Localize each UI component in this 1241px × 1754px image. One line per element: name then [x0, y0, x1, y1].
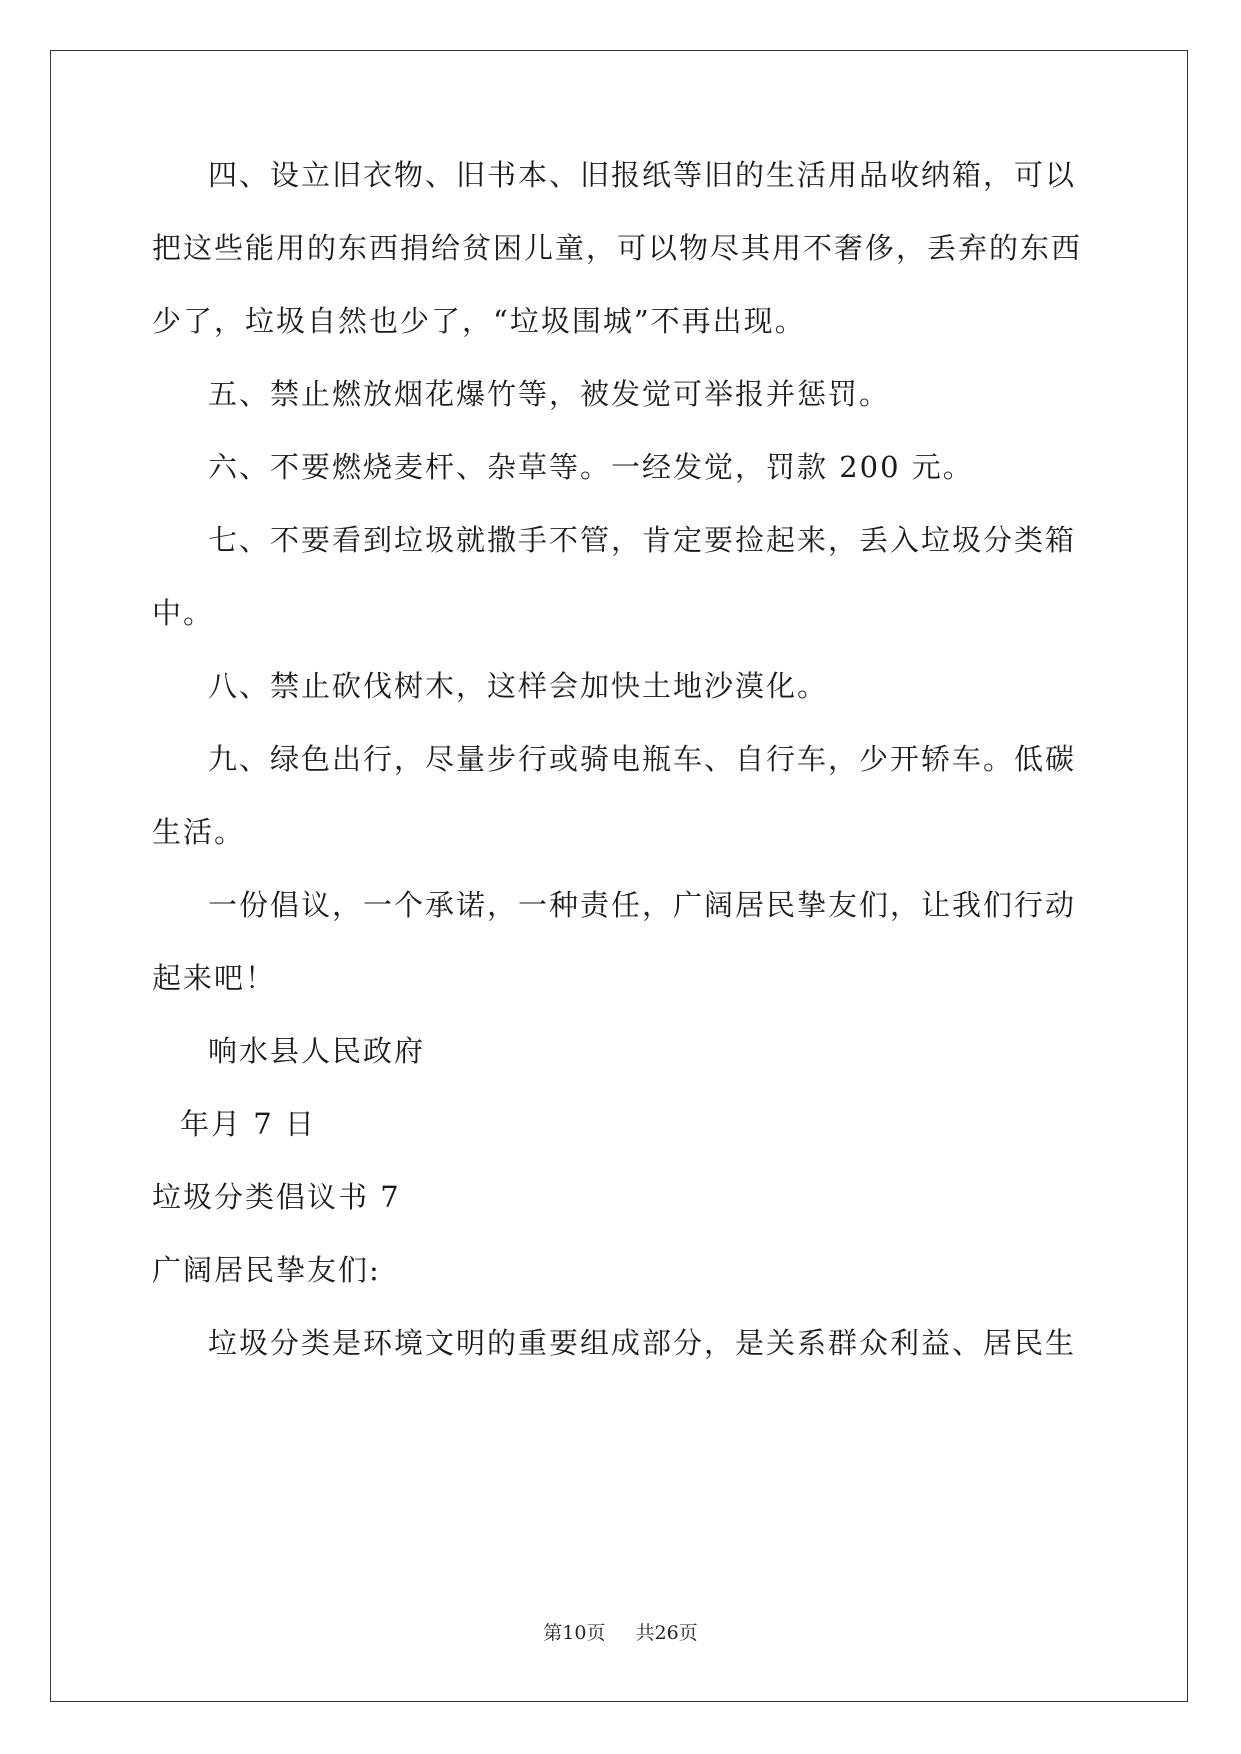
paragraph-line: 生活。: [152, 815, 246, 849]
page-border: [50, 50, 1188, 1702]
paragraph-line: 一份倡议，一个承诺，一种责任，广阔居民挚友们，让我们行动: [208, 888, 1077, 922]
paragraph-line: 九、绿色出行，尽量步行或骑电瓶车、自行车，少开轿车。低碳: [208, 742, 1077, 776]
paragraph-line: 把这些能用的东西捐给贫困儿童，可以物尽其用不奢侈，丢弃的东西: [152, 231, 1083, 265]
page-footer: [0, 1618, 1241, 1645]
paragraph-line: 四、设立旧衣物、旧书本、旧报纸等旧的生活用品收纳箱，可以: [208, 158, 1077, 192]
salutation: 广阔居民挚友们:: [152, 1253, 381, 1287]
section-title: 垃圾分类倡议书 7: [152, 1180, 401, 1214]
paragraph-line: 六、不要燃烧麦杆、杂草等。一经发觉，罚款 200 元。: [208, 450, 974, 484]
paragraph-line: 五、禁止燃放烟花爆竹等，被发觉可举报并惩罚。: [208, 377, 891, 411]
signature-date: 年月 7 日: [180, 1107, 316, 1141]
paragraph-line: 少了，垃圾自然也少了，“垃圾围城”不再出现。: [152, 304, 806, 338]
paragraph-line: 中。: [152, 596, 215, 630]
page-number: 第10页: [543, 1622, 606, 1644]
signature-organization: 响水县人民政府: [208, 1034, 426, 1068]
paragraph-line: 七、不要看到垃圾就撒手不管，肯定要捡起来，丢入垃圾分类箱: [208, 523, 1077, 557]
paragraph-line: 垃圾分类是环境文明的重要组成部分，是关系群众利益、居民生: [208, 1326, 1077, 1360]
paragraph-line: 起来吧！: [152, 961, 277, 995]
paragraph-line: 八、禁止砍伐树木，这样会加快土地沙漠化。: [208, 669, 829, 703]
page-total: 共26页: [635, 1622, 698, 1644]
